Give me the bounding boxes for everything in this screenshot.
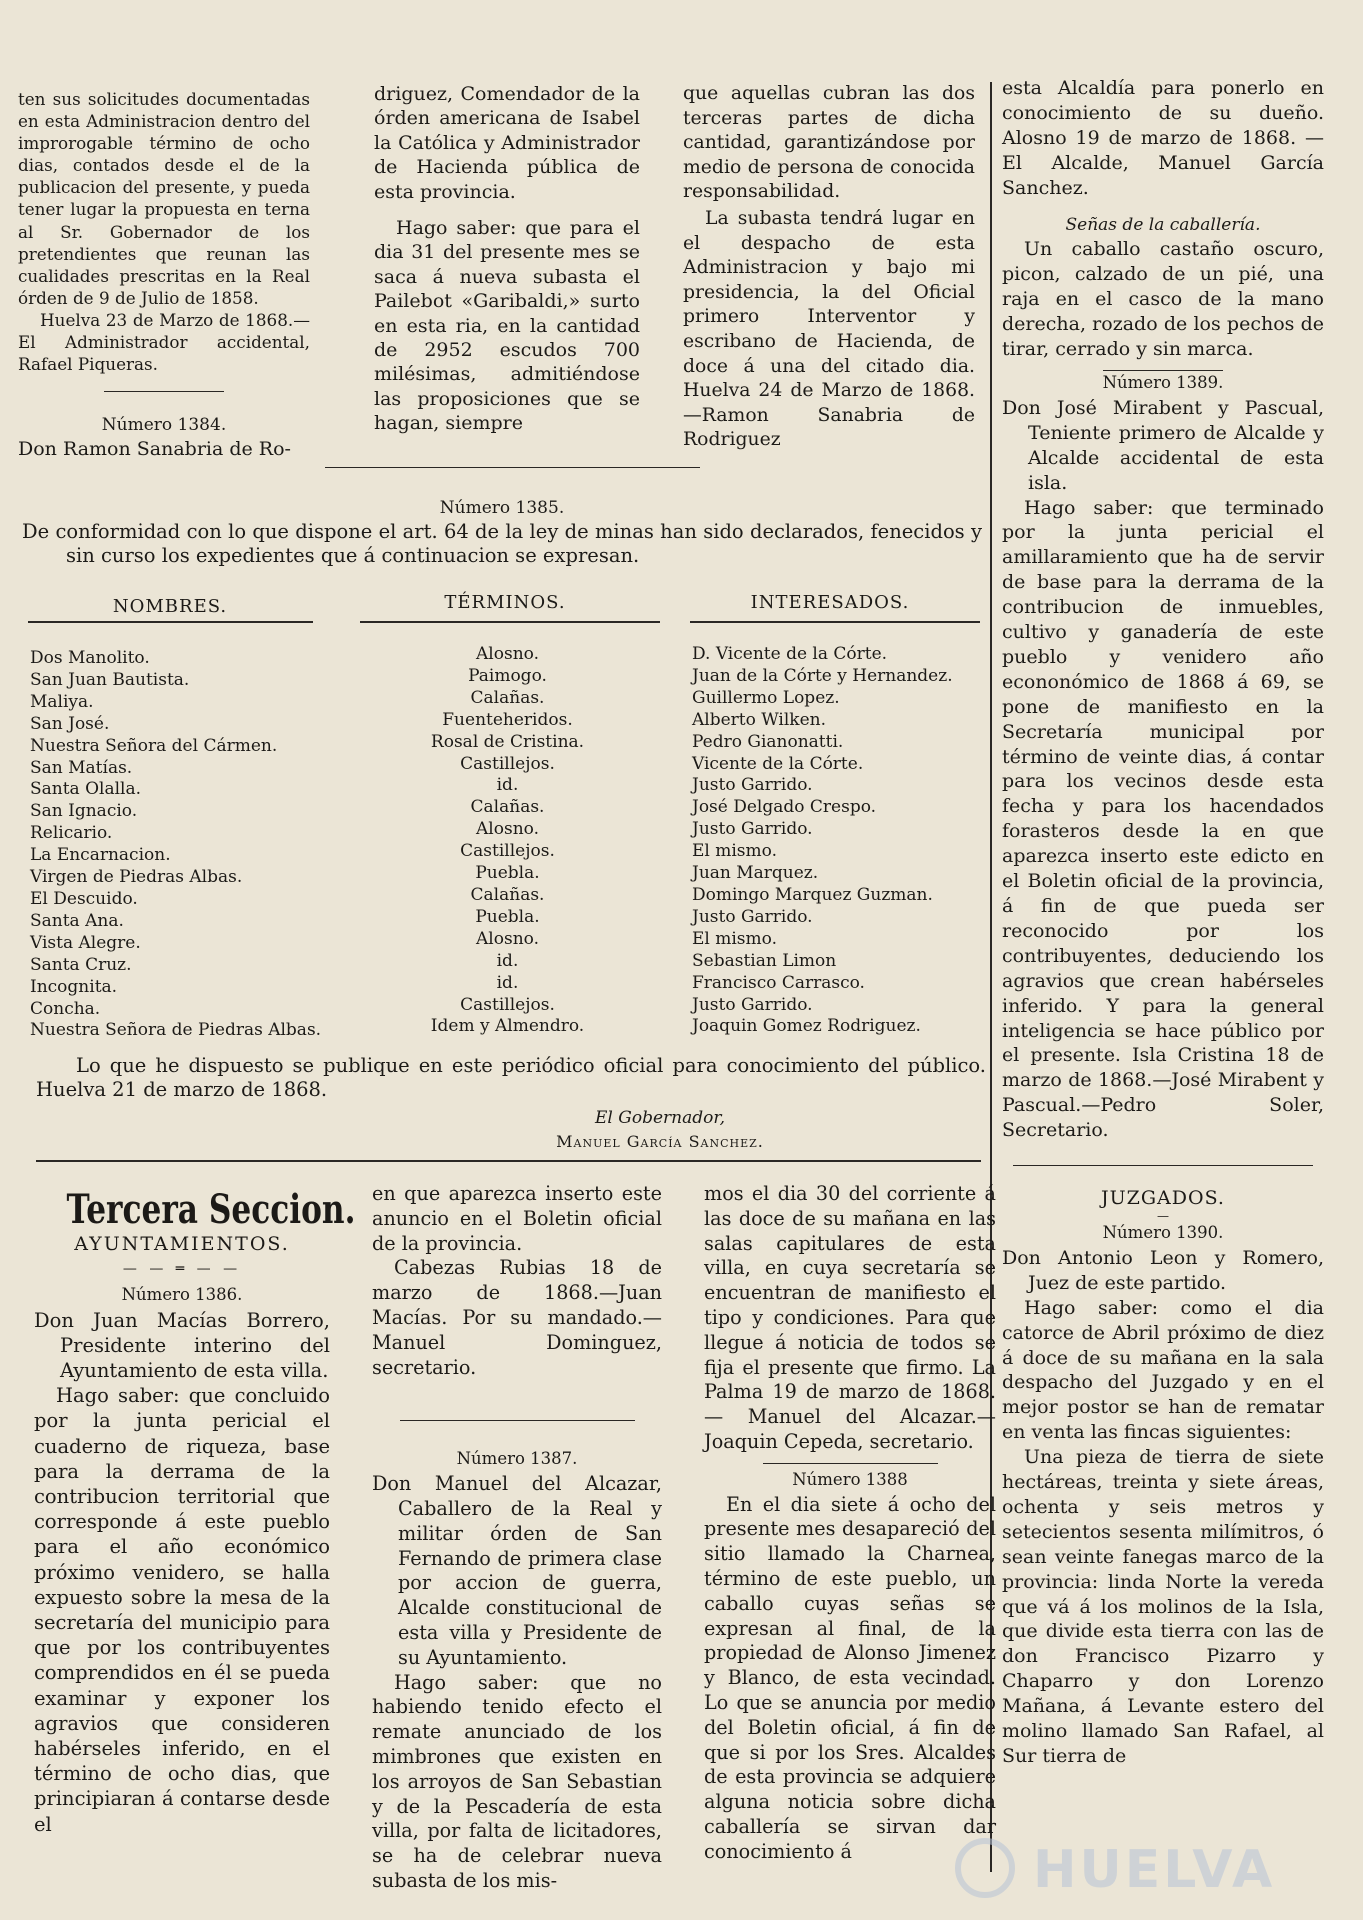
table-cell-interesado: Justo Garrido. — [692, 775, 813, 796]
column-1-top — [18, 88, 310, 460]
table-cell-termino: id. — [496, 950, 519, 971]
notice-1388-continued: esta Alcaldía para ponerlo en conocimiento de su dueño. Alosno 19 de marzo de 1868. —El Alcalde, Manuel García Sanchez. — [1002, 77, 1324, 199]
table-cell-interesado: Vicente de la Córte. — [692, 753, 864, 774]
notice-1385 — [22, 496, 982, 568]
table-cell-nombre: Nuestra Señora de Piedras Albas. — [30, 1020, 322, 1041]
notice-1384-continued: que aquellas cubran las dos terceras partes de dicha cantidad, garantizándose por medio de persona de conocida responsabilidad. — [683, 83, 975, 203]
header-underline — [28, 621, 313, 623]
table-cell-interesado: Alberto Wilken. — [692, 709, 827, 730]
table-cell-interesado: El mismo. — [692, 928, 777, 949]
notice-1383-dateline: Huelva 23 de Marzo de 1868.— El Administrador accidental, Rafael Piqueras. — [18, 309, 310, 375]
table-cell-termino: Castillejos. — [460, 841, 555, 862]
divider — [325, 467, 700, 468]
table-cell-termino: Puebla. — [475, 863, 540, 884]
table-cell-interesado: Pedro Gianonatti. — [692, 731, 844, 752]
table-cell-termino: Calañas. — [470, 687, 545, 708]
closing-text: Lo que he dispuesto se publique en este periódico oficial para conocimiento del público. Huelva 21 de marzo de 1868. — [36, 1054, 986, 1101]
dash: — — [1157, 1208, 1169, 1223]
table-cell-nombre: Relicario. — [30, 823, 113, 844]
notice-1387-continued: mos el dia 30 del corriente á las doce de su mañana en las salas capitulares de esta villa, en cuya secretaría se encuentran de manifiesto el tipo y condiciones. Para que llegue á noticia de todos se fija el presente que firmo. La Palma 19 de marzo de 1868.— Manuel del Alcazar.—Joaquin Cepeda, secretario. — [704, 1182, 996, 1453]
section-juzgados: JUZGADOS. — [1101, 1187, 1225, 1210]
notice-1389-number: Número 1389. — [1102, 372, 1224, 392]
section-divider — [36, 1160, 981, 1162]
table-cell-termino: Fuenteheridos. — [442, 709, 573, 730]
divider — [104, 391, 224, 392]
notice-1386-continued: en que aparezca inserto este anuncio en el Boletin oficial de la provincia. — [372, 1182, 662, 1255]
table-cell-nombre: Santa Olalla. — [30, 779, 142, 800]
notice-1390-heading: Don Antonio Leon y Romero, Juez de este partido. — [1002, 1246, 1324, 1294]
notice-1384-heading: Don Ramon Sanabria de Ro- — [18, 438, 291, 461]
table-cell-interesado: Francisco Carrasco. — [692, 972, 865, 993]
table-cell-nombre: Nuestra Señora del Cármen. — [30, 735, 278, 756]
table-cell-termino: Alosno. — [476, 644, 539, 664]
header-underline — [360, 621, 660, 623]
table-cell-interesado: Juan de la Córte y Hernandez. — [692, 665, 953, 686]
column-header-terminos: TÉRMINOS. — [444, 592, 566, 613]
table-cell-termino: Calañas. — [470, 797, 545, 818]
column-3-bottom — [704, 1182, 996, 1865]
table-cell-nombre: La Encarnacion. — [30, 845, 171, 866]
notice-1388-body: En el dia siete á ocho del presente mes desapareció del sitio llamado la Charnea, término de este pueblo, un caballo cuyas señas se expresan al final, de la propiedad de Alonso Jimenez y Blanco, de esta vecindad. Lo que se anuncia por medio del Boletin oficial, á fin de que si por los Sres. Alcaldes de esta provincia se adquiere alguna noticia sobre dicha caballería se sirvan dar conocimiento á — [704, 1492, 996, 1863]
table-cell-interesado: Joaquin Gomez Rodriguez. — [692, 1016, 921, 1037]
notice-1383-body: ten sus solicitudes documentadas en esta Administracion dentro del improrogable término de ocho dias, contados desde el de la publicacion del presente, y pueda tener lugar la propuesta en terna al Sr. Gobernador de los pretendientes que reunan las cualidades prescritas en la Real órden de 9 de Julio de 1858. — [18, 89, 310, 308]
table-cell-interesado: Sebastian Limon — [692, 950, 837, 971]
column-2-bottom — [372, 1182, 662, 1894]
watermark-text: HUELVA — [1033, 1840, 1276, 1900]
table-cell-interesado: Domingo Marquez Guzman. — [692, 884, 933, 905]
column-2-top — [374, 82, 640, 436]
header-underline — [690, 621, 980, 623]
table-cell-termino: Castillejos. — [460, 994, 555, 1015]
table-cell-nombre: Maliya. — [30, 691, 94, 712]
table-cell-termino: Alosno. — [476, 819, 539, 840]
notice-1386-dateline: Cabezas Rubias 18 de marzo de 1868.—Juan Macías. Por su mandado.—Manuel Dominguez, secretario. — [372, 1256, 662, 1379]
table-cell-termino: Idem y Almendro. — [430, 1016, 585, 1037]
notice-1387-body: Hago saber: que no habiendo tenido efecto el remate anunciado de los mimbrones que existen en los arroyos de San Sebastian y de la Pescadería de esta villa, por falta de licitadores, se ha de celebrar nueva subasta de los mis- — [372, 1670, 662, 1892]
notice-1386-body: Hago saber: que concluido por la junta pericial el cuaderno de riqueza, base para la derrama de la contribucion territorial que corresponde á este pueblo para el año económico próximo venidero, se halla expuesto sobre la mesa de la secretaría del municipio para que por los contribuyentes comprendidos en él se pueda examinar y exponer los agravios que consideren habérseles inferido, en el término de ocho dias, que principiaran á contarse desde el — [34, 1384, 330, 1836]
column-header-nombres: NOMBRES. — [112, 596, 228, 617]
notice-1389-heading: Don José Mirabent y Pascual, Teniente primero de Alcalde y Alcalde accidental de esta isla. — [1002, 396, 1324, 494]
table-cell-nombre: Incognita. — [30, 976, 118, 997]
huelva-watermark — [955, 1838, 1285, 1900]
notice-1386-heading: Don Juan Macías Borrero, Presidente interino del Ayuntamiento de esta villa. — [34, 1308, 330, 1383]
watermark-logo-icon — [955, 1838, 1015, 1898]
column-1-bottom — [34, 1182, 356, 1837]
table-cell-termino: Castillejos. — [460, 753, 555, 774]
column-header-interesados: INTERESADOS. — [750, 592, 910, 613]
horse-description-title: Señas de la caballería. — [1065, 214, 1261, 235]
notice-1386-number: Número 1386. — [121, 1285, 243, 1305]
table-cell-interesado: Justo Garrido. — [692, 819, 813, 840]
notice-1384-auction: La subasta tendrá lugar en el despacho de esta Administracion y bajo mi presidencia, la del Oficial primero Interventor y escribano de Hacienda, de doce á una del citado dia. Huelva 24 de Marzo de 1868.—Ramon Sanabria de Rodriguez — [683, 207, 975, 451]
notice-1388-number: Número 1388 — [792, 1469, 908, 1489]
divider — [400, 1420, 635, 1421]
table-cell-interesado: Guillermo Lopez. — [692, 687, 840, 708]
horse-description: Un caballo castaño oscuro, picon, calzado de un pié, una raja en el casco de la mano derecha, rozado de los pechos de tirar, cerrado y sin marca. — [1002, 238, 1324, 361]
notice-1384-title: driguez, Comendador de la órden americana de Isabel la Católica y Administrador de Hacienda pública de esta provincia. — [374, 83, 640, 203]
table-cell-termino: id. — [496, 775, 519, 796]
notice-1390-number: Número 1390. — [1102, 1222, 1224, 1242]
notice-1390-body: Hago saber: como el dia catorce de Abril próximo de diez á doce de su mañana en la sala despacho del Juzgado y en el mejor postor se han de rematar en venta las fincas siguientes: — [1002, 1296, 1324, 1444]
table-cell-nombre: San Matías. — [30, 757, 133, 778]
subsection-title: AYUNTAMIENTOS. — [74, 1233, 290, 1255]
table-cell-interesado: El mismo. — [692, 841, 777, 862]
table-cell-nombre: Santa Cruz. — [30, 954, 132, 975]
table-cell-nombre: Dos Manolito. — [30, 648, 150, 668]
notice-1384-number: Número 1384. — [101, 415, 227, 436]
table-column-interesados — [692, 644, 953, 1038]
ornament: — — ═ — — — [122, 1261, 242, 1278]
signature-title: El Gobernador, — [595, 1108, 725, 1128]
notice-1389-body: Hago saber: que terminado por la junta pericial el amillaramiento que ha de servir de base para la derrama de la contribucion de inmuebles, cultivo y ganadería de este pueblo y venidero año econonómico de 1868 á 69, se pone de manifiesto en la Secretaría municipal por término de veinte dias, á contar para los vecinos desde esta fecha y para los hacendados forasteros desde la en que aparezca inserto este edicto en el Boletin oficial de la provincia, á fin de que pueda ser reconocido por los contribuyentes, deduciendo los agravios que crean habérseles inferido. Y para la general inteligencia se hace público por el presente. Isla Cristina 18 de marzo de 1868.—José Mirabent y Pascual.—Pedro Soler, Secretario. — [1002, 496, 1324, 1142]
table-column-terminos — [385, 644, 630, 1038]
table-cell-nombre: San Ignacio. — [30, 801, 138, 822]
table-cell-nombre: El Descuido. — [30, 888, 138, 909]
table-cell-interesado: Justo Garrido. — [692, 994, 813, 1015]
column-3-top — [683, 82, 975, 453]
table-cell-termino: Calañas. — [470, 884, 545, 905]
table-cell-nombre: Santa Ana. — [30, 910, 124, 931]
notice-1384-body: Hago saber: que para el dia 31 del presente mes se saca á nueva subasta el Pailebot «Garibaldi,» surto en esta ria, en la cantidad de 2952 escudos 700 milésimas, admitiéndose las proposiciones que se hagan, siempre — [374, 217, 640, 435]
notice-1385-closing — [36, 1054, 986, 1102]
table-cell-nombre: Vista Alegre. — [30, 932, 141, 953]
table-cell-interesado: José Delgado Crespo. — [692, 797, 877, 818]
divider — [763, 1463, 938, 1464]
table-cell-interesado: D. Vicente de la Córte. — [692, 644, 888, 664]
table-cell-termino: Puebla. — [475, 906, 540, 927]
table-cell-termino: id. — [496, 972, 519, 993]
table-cell-termino: Paimogo. — [468, 665, 547, 686]
table-cell-nombre: San José. — [30, 713, 110, 734]
notice-1385-intro: De conformidad con lo que dispone el art. 64 de la ley de minas han sido declarados, fenecidos y sin curso los expedientes que á continuacion se expresan. — [22, 520, 982, 567]
column-4 — [1002, 76, 1324, 1769]
table-cell-nombre: Virgen de Piedras Albas. — [30, 867, 243, 888]
table-cell-interesado: Juan Marquez. — [692, 863, 819, 884]
table-cell-interesado: Justo Garrido. — [692, 906, 813, 927]
signature-name: Manuel García Sanchez. — [556, 1132, 764, 1151]
table-cell-termino: Rosal de Cristina. — [430, 731, 585, 752]
notice-1390-property: Una pieza de tierra de siete hectáreas, treinta y siete áreas, ochenta y seis metros y setecientos sesenta milímitros, ó sean veinte fanegas marco de la provincia: linda Norte la vereda que vá á los molinos de la Isla, que divide esta tierra con las de don Francisco Pizarro y Chaparro y don Lorenzo Mañana, á Levante estero del molino llamado San Rafael, al Sur tierra de — [1002, 1446, 1324, 1767]
notice-1385-number: Número 1385. — [439, 498, 565, 518]
table-column-nombres — [30, 648, 321, 1042]
table-cell-termino: Alosno. — [476, 928, 539, 949]
notice-1387-number: Número 1387. — [456, 1449, 578, 1469]
table-cell-nombre: Concha. — [30, 998, 101, 1019]
section-title: Tercera Seccion. — [66, 1186, 356, 1233]
notice-1387-heading: Don Manuel del Alcazar, Caballero de la Real y militar órden de San Fernando de primera clase por accion de guerra, Alcalde constitucional de esta villa y Presidente de su Ayuntamiento. — [372, 1472, 662, 1669]
divider — [1013, 1165, 1313, 1166]
table-cell-nombre: San Juan Bautista. — [30, 669, 190, 690]
